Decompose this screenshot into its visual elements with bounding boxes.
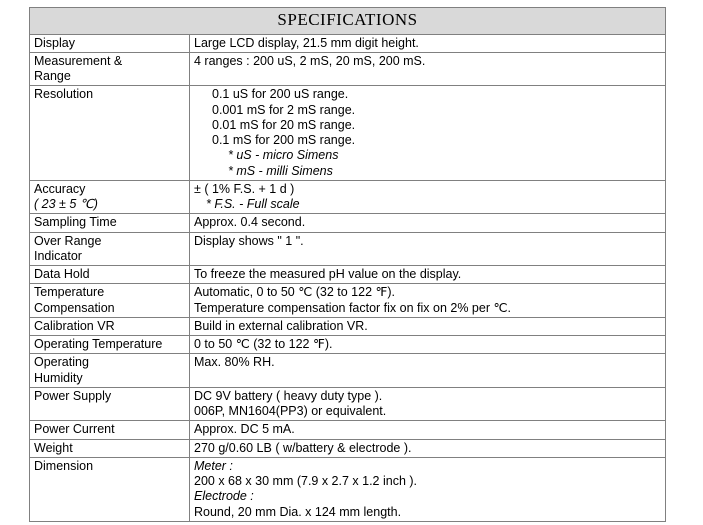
row-value-dimension — [190, 457, 666, 521]
row-value-operating-humidity — [190, 354, 666, 388]
specifications-table — [29, 7, 666, 522]
table-row — [30, 457, 666, 521]
value-note: * mS - milli Simens — [228, 163, 333, 178]
label-condition: ( 23 ± 5 ℃) — [34, 197, 98, 212]
label-line: Accuracy — [34, 181, 86, 196]
table-row — [30, 232, 666, 266]
row-value-power-current — [190, 421, 666, 439]
value-line: 270 g/0.60 LB ( w/battery & electrode ). — [194, 440, 412, 455]
value-line: Max. 80% RH. — [194, 355, 275, 370]
row-label-power-current: Power Current — [30, 421, 190, 439]
table-body — [30, 8, 666, 522]
label-line: Measurement & — [34, 53, 123, 68]
value-line: 4 ranges : 200 uS, 2 mS, 20 mS, 200 mS. — [194, 53, 426, 68]
value-subheading: Electrode : — [194, 489, 254, 504]
value-subheading: Meter : — [194, 458, 233, 473]
value-line: 006P, MN1604(PP3) or equivalent. — [194, 404, 387, 419]
specifications-sheet — [0, 7, 703, 525]
row-label-accuracy — [30, 180, 190, 214]
row-label-dimension: Dimension — [30, 457, 190, 521]
table-row — [30, 284, 666, 318]
label-line: Temperature — [34, 285, 105, 300]
row-label-temperature-compensation — [30, 284, 190, 318]
value-line: Display shows " 1 ". — [194, 233, 304, 248]
value-line: 0.001 mS for 2 mS range. — [212, 102, 356, 117]
label-line: Humidity — [34, 370, 83, 385]
row-label-over-range-indicator — [30, 232, 190, 266]
value-line: 0.1 uS for 200 uS range. — [212, 87, 349, 102]
label-line: Indicator — [34, 248, 82, 263]
table-row — [30, 266, 666, 284]
row-value-resolution — [190, 86, 666, 181]
table-row — [30, 214, 666, 232]
row-value-power-supply — [190, 387, 666, 421]
table-row — [30, 52, 666, 86]
table-row — [30, 336, 666, 354]
row-value-operating-temperature — [190, 336, 666, 354]
row-value-calibration-vr — [190, 317, 666, 335]
row-value-display — [190, 34, 666, 52]
value-line: Build in external calibration VR. — [194, 318, 368, 333]
row-value-measurement-range — [190, 52, 666, 86]
row-label-weight: Weight — [30, 439, 190, 457]
value-line: To freeze the measured pH value on the display. — [194, 267, 462, 282]
table-row — [30, 421, 666, 439]
value-line: 0.1 mS for 200 mS range. — [212, 133, 356, 148]
value-line: 0 to 50 ℃ (32 to 122 ℉). — [194, 337, 333, 352]
row-label-power-supply: Power Supply — [30, 387, 190, 421]
table-row — [30, 354, 666, 388]
table-row — [30, 317, 666, 335]
label-line: Over Range — [34, 233, 102, 248]
table-row — [30, 86, 666, 181]
row-label-measurement-range — [30, 52, 190, 86]
row-label-resolution: Resolution — [30, 86, 190, 181]
page-title: SPECIFICATIONS — [30, 8, 666, 35]
label-line: Compensation — [34, 300, 115, 315]
row-label-operating-humidity — [30, 354, 190, 388]
row-value-over-range-indicator — [190, 232, 666, 266]
value-line: Round, 20 mm Dia. x 124 mm length. — [194, 504, 402, 519]
value-note: * F.S. - Full scale — [206, 197, 300, 212]
table-row — [30, 387, 666, 421]
value-line: DC 9V battery ( heavy duty type ). — [194, 388, 383, 403]
row-value-data-hold — [190, 266, 666, 284]
row-label-display: Display — [30, 34, 190, 52]
row-label-data-hold: Data Hold — [30, 266, 190, 284]
value-line: 0.01 mS for 20 mS range. — [212, 117, 356, 132]
table-title-row — [30, 8, 666, 35]
row-label-calibration-vr: Calibration VR — [30, 317, 190, 335]
value-line: Large LCD display, 21.5 mm digit height. — [194, 35, 419, 50]
value-note: * uS - micro Simens — [228, 148, 339, 163]
row-value-accuracy — [190, 180, 666, 214]
table-row — [30, 439, 666, 457]
value-line: Approx. 0.4 second. — [194, 215, 306, 230]
value-line: Automatic, 0 to 50 ℃ (32 to 122 ℉). — [194, 285, 396, 300]
table-row — [30, 180, 666, 214]
value-line: Temperature compensation factor fix on fix on 2% per ℃. — [194, 300, 511, 315]
row-value-temperature-compensation — [190, 284, 666, 318]
label-line: Range — [34, 69, 71, 84]
row-value-weight — [190, 439, 666, 457]
row-label-operating-temperature: Operating Temperature — [30, 336, 190, 354]
value-line: ± ( 1% F.S. + 1 d ) — [194, 181, 295, 196]
row-value-sampling-time — [190, 214, 666, 232]
value-line: Approx. DC 5 mA. — [194, 422, 295, 437]
table-row — [30, 34, 666, 52]
label-line: Operating — [34, 355, 89, 370]
value-line: 200 x 68 x 30 mm (7.9 x 2.7 x 1.2 inch ). — [194, 474, 418, 489]
row-label-sampling-time: Sampling Time — [30, 214, 190, 232]
